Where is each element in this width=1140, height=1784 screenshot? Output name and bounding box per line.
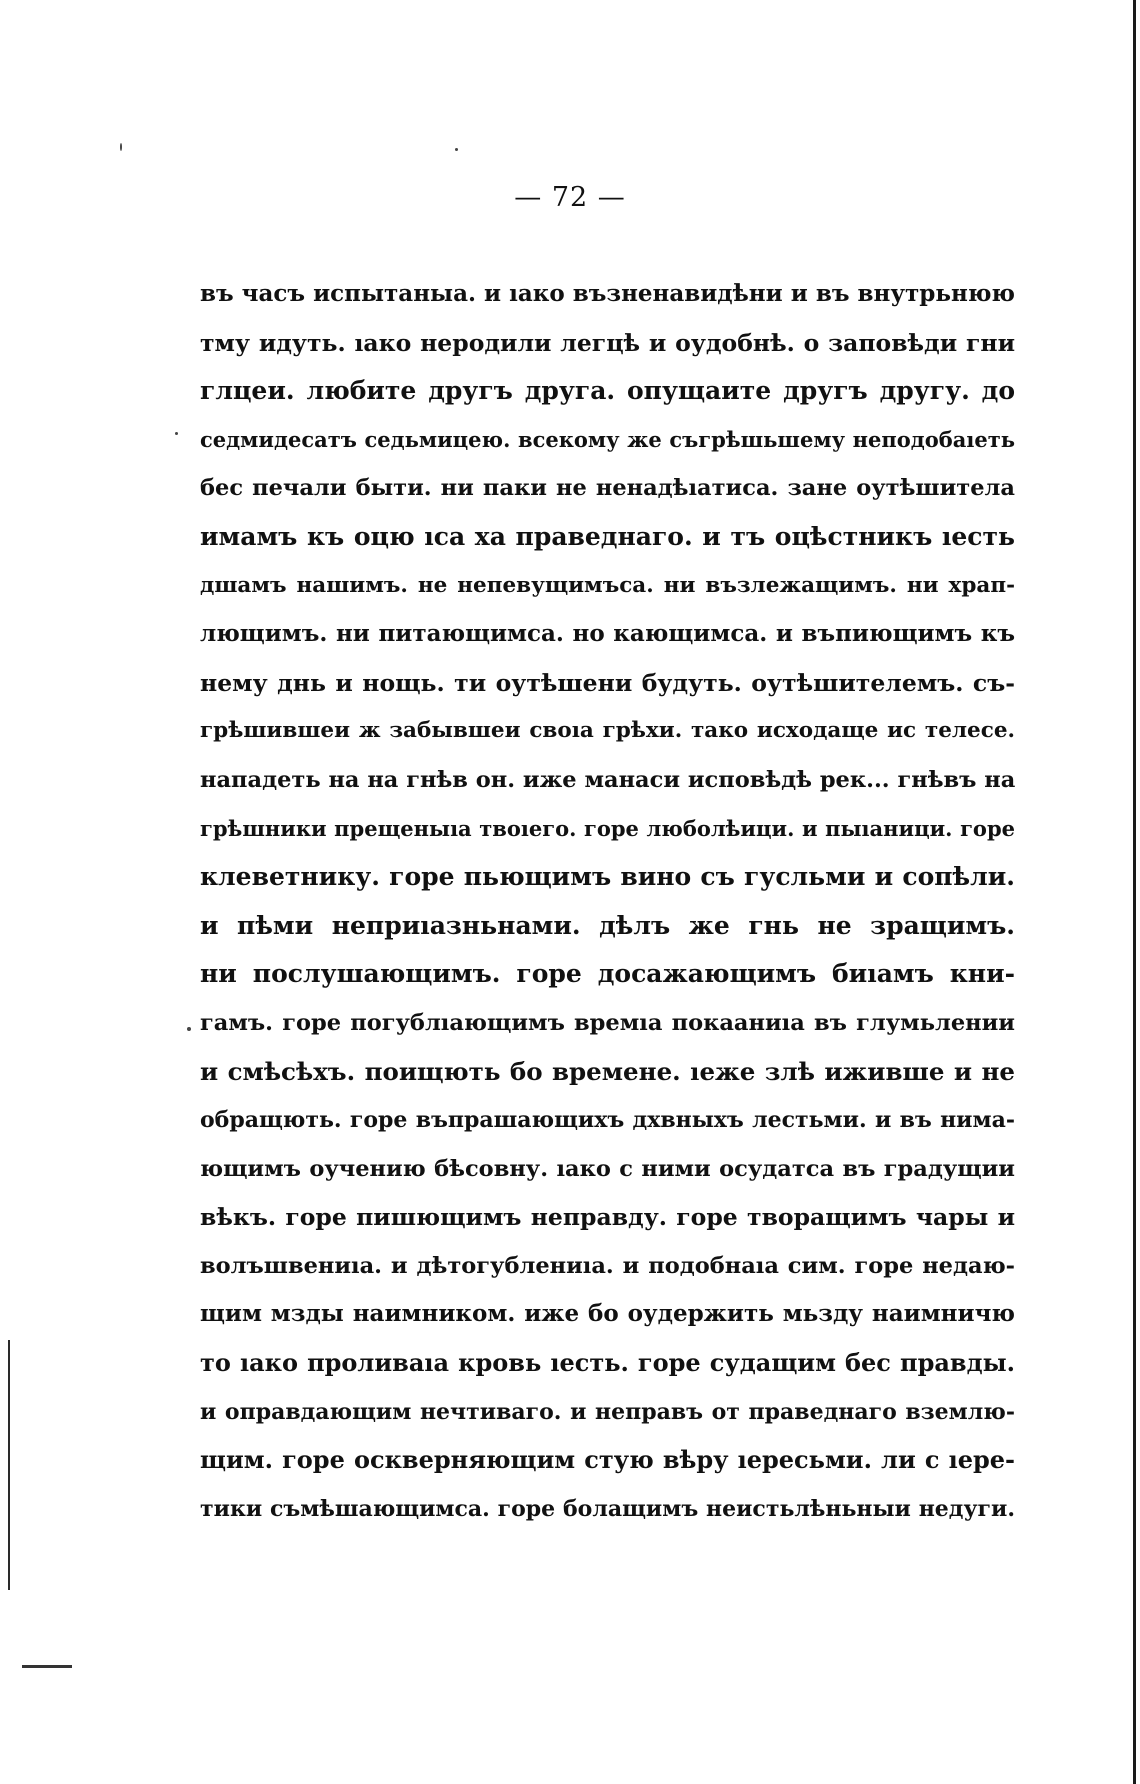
margin-mark — [22, 1665, 72, 1668]
text-line: седмидесатъ седьмицею. всекому же съгрѣшьшему неподобаıеть — [200, 426, 1015, 452]
text-line: нападеть на на гнѣв он. иже манаси исповѣдѣ рек... гнѣвъ на — [200, 766, 1016, 793]
text-line: и пѣми неприıазньнами. дѣлъ же гнь не зращимъ. — [200, 910, 1015, 940]
scan-speck — [175, 432, 178, 435]
text-line: въ часъ испытаныа. и ıако възненавидѣни и въ внутрьнюю — [200, 280, 1015, 307]
text-line: глцеи. любите другъ друга. опущаите другъ другу. до — [200, 376, 1015, 406]
text-line: тики съмѣшающимса. горе болащимъ неистьлѣньныи недуги. — [200, 1495, 1015, 1522]
text-line: волъшвениıа. и дѣтогублениıа. и подобнаıа сим. горе недаю- — [200, 1252, 1015, 1279]
page-edge-left — [8, 1340, 10, 1590]
scan-speck — [120, 143, 122, 151]
text-line: обращють. горе въпрашающихъ дхвныхъ лестьми. и въ нима- — [200, 1107, 1015, 1134]
page-number: — 72 — — [514, 182, 626, 213]
text-line: дшамъ нашимъ. не непевущимъса. ни възлежащимъ. ни храп- — [200, 572, 1015, 598]
text-line: щим мзды наимником. иже бо оудержить мьзду наимничю — [200, 1300, 1015, 1328]
text-line: и смѣсѣхъ. поищють бо времене. ıеже злѣ иживше и не — [200, 1056, 1015, 1086]
body-text — [200, 270, 1015, 1533]
text-line: щим. горе оскверняющим стую вѣру ıересьми. ли с ıере- — [200, 1445, 1015, 1475]
text-line: бес печали быти. ни паки не ненадѣıатиса. зане оутѣшитела — [200, 475, 1015, 502]
text-line: вѣкъ. горе пишющимъ неправду. горе творащимъ чары и — [200, 1203, 1015, 1232]
text-line: имамъ къ оцю ıса ха праведнаго. и тъ оцѣстникъ ıесть — [200, 521, 1015, 551]
text-line: клеветнику. горе пьющимъ вино съ гусльми и сопѣли. — [200, 862, 1015, 892]
text-line: грѣшившеи ж забывшеи своıа грѣхи. тако исходаще ис телесе. — [200, 718, 1015, 744]
scan-speck — [455, 148, 458, 151]
page-edge-right — [1133, 0, 1136, 1784]
text-line: лющимъ. ни питающимса. но кающимса. и въпиющимъ къ — [200, 620, 1015, 648]
text-line: гамъ. горе погублıающимъ времıа покааниıа въ глумьлении — [200, 1009, 1015, 1036]
scan-speck — [187, 1027, 191, 1031]
text-line: ющимъ оучению бѣсовну. ıако с ними осудатса въ градущии — [200, 1155, 1015, 1182]
text-line: ни послушающимъ. горе досажающимъ биıамъ кни- — [200, 959, 1015, 989]
text-line: и оправдающим нечтиваго. и неправъ от праведнаго вземлю- — [200, 1398, 1015, 1425]
text-line: то ıако проливаıа кровь ıесть. горе судащим бес правды. — [200, 1348, 1015, 1378]
text-line: тму идуть. ıако неродили легцѣ и оудобнѣ. о заповѣди гни — [200, 328, 1015, 357]
text-line: нему днь и нощь. ти оутѣшени будуть. оутѣшителемъ. съ- — [200, 668, 1015, 697]
text-line: грѣшники прещеныıа твоıего. горе люболѣици. и пыıаници. горе — [200, 815, 1015, 841]
